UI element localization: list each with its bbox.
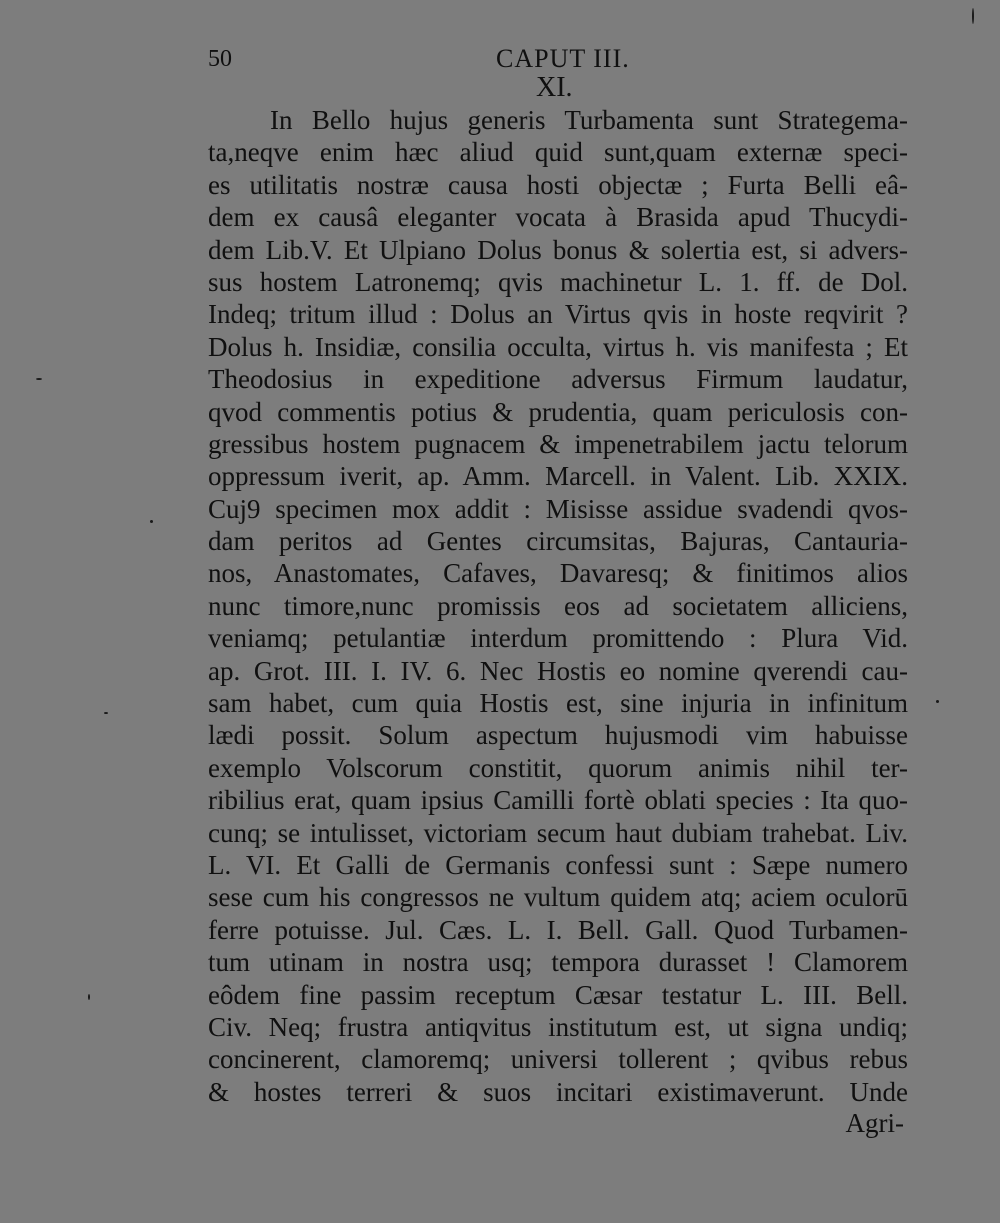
- running-head: CAPUT III.: [496, 44, 630, 73]
- text-line: cunq; se intulisset, victoriam secum haut dubiam trahebat. Liv.: [208, 817, 908, 848]
- catchword: Agri-: [845, 1108, 904, 1138]
- text-line: veniamq; petulantiæ interdum promittendo : Plura Vid.: [208, 623, 908, 654]
- text-line: sus hostem Latronemq; qvis machinetur L. 1. ff. de Dol.: [208, 266, 908, 297]
- scan-speck: [104, 712, 108, 714]
- text-line: & hostes terreri & suos incitari existimaverunt. Unde: [208, 1076, 908, 1107]
- text-line: In Bello hujus generis Turbamenta sunt Strategema-: [270, 105, 908, 135]
- section-number: XI.: [536, 72, 573, 103]
- scan-speck: [150, 520, 153, 523]
- text-line: dem ex causâ eleganter vocata à Brasida apud Thucydi-: [208, 202, 908, 233]
- text-line: nos, Anastomates, Cafaves, Davaresq; & finitimos alios: [208, 558, 908, 589]
- text-line: nunc timore,nunc promissis eos ad societatem alliciens,: [208, 590, 908, 621]
- scan-speck: [936, 700, 939, 703]
- text-line: Theodosius in expeditione adversus Firmum laudatur,: [208, 364, 908, 395]
- text-line: es utilitatis nostræ causa hosti objectæ ; Furta Belli eâ-: [208, 169, 908, 200]
- text-line: Cuj9 specimen mox addit : Misisse assidue svadendi qvos-: [208, 493, 908, 524]
- text-line: sam habet, cum quia Hostis est, sine injuria in infinitum: [208, 688, 908, 719]
- text-line: lædi possit. Solum aspectum hujusmodi vim habuisse: [208, 720, 908, 751]
- text-line: exemplo Volscorum constitit, quorum animis nihil ter-: [208, 752, 908, 783]
- scan-speck: [88, 994, 90, 1000]
- text-line: Indeq; tritum illud : Dolus an Virtus qvis in hoste reqvirit ?: [208, 299, 908, 330]
- text-line: dem Lib.V. Et Ulpiano Dolus bonus & solertia est, si advers-: [208, 234, 908, 265]
- text-line: Dolus h. Insidiæ, consilia occulta, virtus h. vis manifesta ; Et: [208, 331, 908, 362]
- text-line: Civ. Neq; frustra antiqvitus institutum est, ut signa undiq;: [208, 1011, 908, 1042]
- text-line: ta,neqve enim hæc aliud quid sunt,quam externæ speci-: [208, 137, 908, 168]
- text-line: L. VI. Et Galli de Germanis confessi sunt : Sæpe numero: [208, 849, 908, 880]
- text-line: eôdem fine passim receptum Cæsar testatur L. III. Bell.: [208, 979, 908, 1010]
- text-line: ribilius erat, quam ipsius Camilli fortè oblati species : Ita quo-: [208, 785, 908, 816]
- text-line: concinerent, clamoremq; universi tollerent ; qvibus rebus: [208, 1044, 908, 1075]
- page-number: 50: [208, 46, 232, 72]
- text-line: gressibus hostem pugnacem & impenetrabilem jactu telorum: [208, 428, 908, 459]
- text-line: sese cum his congressos ne vultum quidem atq; aciem oculorū: [208, 882, 908, 913]
- text-line: ferre potuisse. Jul. Cæs. L. I. Bell. Gall. Quod Turbamen-: [208, 914, 908, 945]
- text-line: dam peritos ad Gentes circumsitas, Bajuras, Cantauria-: [208, 526, 908, 557]
- text-line: oppressum iverit, ap. Amm. Marcell. in Valent. Lib. XXIX.: [208, 461, 908, 492]
- scan-speck: [972, 8, 974, 24]
- scan-speck: [36, 378, 42, 380]
- body-text: [208, 104, 908, 1108]
- text-line: ap. Grot. III. I. IV. 6. Nec Hostis eo nomine qverendi cau-: [208, 655, 908, 686]
- text-line: qvod commentis potius & prudentia, quam periculosis con-: [208, 396, 908, 427]
- text-line: tum utinam in nostra usq; tempora durasset ! Clamorem: [208, 947, 908, 978]
